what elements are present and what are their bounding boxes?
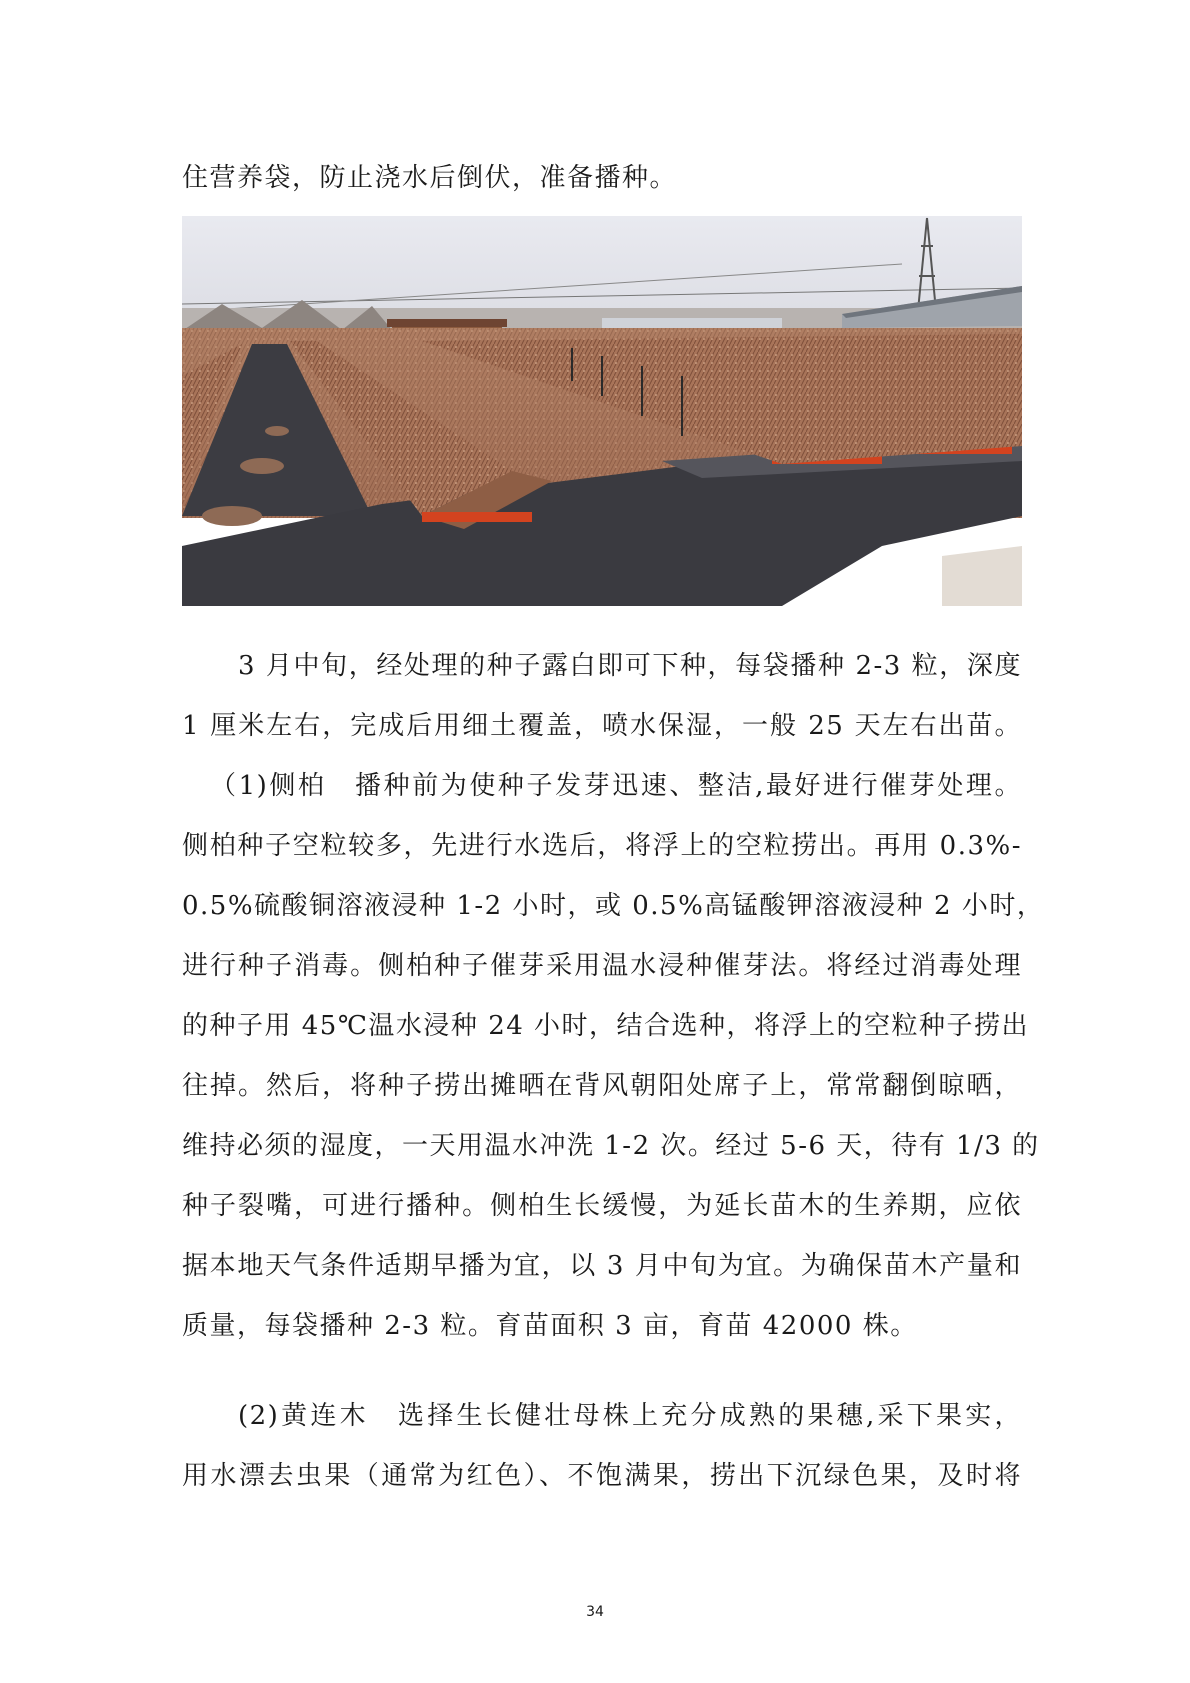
text-line-11: 种子裂嘴，可进行播种。侧柏生长缓慢，为延长苗木的生养期，应依 xyxy=(182,1191,1022,1221)
text-line-7: 进行种子消毒。侧柏种子催芽采用温水浸种催芽法。将经过消毒处理 xyxy=(182,951,1022,981)
text-line-6: 0.5%硫酸铜溶液浸种 1-2 小时，或 0.5%高锰酸钾溶液浸种 2 小时， xyxy=(182,891,1045,921)
text-line-9: 往掉。然后，将种子捞出摊晒在背风朝阳处席子上，常常翻倒晾晒， xyxy=(182,1071,1022,1101)
text-line-8: 的种子用 45℃温水浸种 24 小时，结合选种，将浮上的空粒种子捞出 xyxy=(182,1011,1030,1041)
page-number: 34 xyxy=(586,1604,604,1620)
text-line-14: (2)黄连木 选择生长健壮母株上充分成熟的果穗,采下果实， xyxy=(238,1401,1022,1431)
text-line-1: 住营养袋，防止浇水后倒伏，准备播种。 xyxy=(182,163,678,193)
text-line-12: 据本地天气条件适期早播为宜，以 3 月中旬为宜。为确保苗木产量和 xyxy=(182,1251,1022,1281)
text-line-5: 侧柏种子空粒较多，先进行水选后，将浮上的空粒捞出。再用 0.3%- xyxy=(182,831,1022,861)
text-line-10: 维持必须的湿度，一天用温水冲洗 1-2 次。经过 5-6 天，待有 1/3 的 xyxy=(182,1131,1040,1161)
text-line-4: （1)侧柏 播种前为使种子发芽迅速、整洁,最好进行催芽处理。 xyxy=(210,771,1022,801)
text-line-2: 3 月中旬，经处理的种子露白即可下种，每袋播种 2-3 粒，深度 xyxy=(238,651,1022,681)
nursery-photo xyxy=(182,216,1022,606)
text-line-3: 1 厘米左右，完成后用细土覆盖，喷水保湿，一般 25 天左右出苗。 xyxy=(182,711,1022,741)
text-line-15: 用水漂去虫果（通常为红色）、不饱满果，捞出下沉绿色果，及时将 xyxy=(182,1461,1022,1491)
text-line-13: 质量，每袋播种 2-3 粒。育苗面积 3 亩，育苗 42000 株。 xyxy=(182,1311,918,1341)
